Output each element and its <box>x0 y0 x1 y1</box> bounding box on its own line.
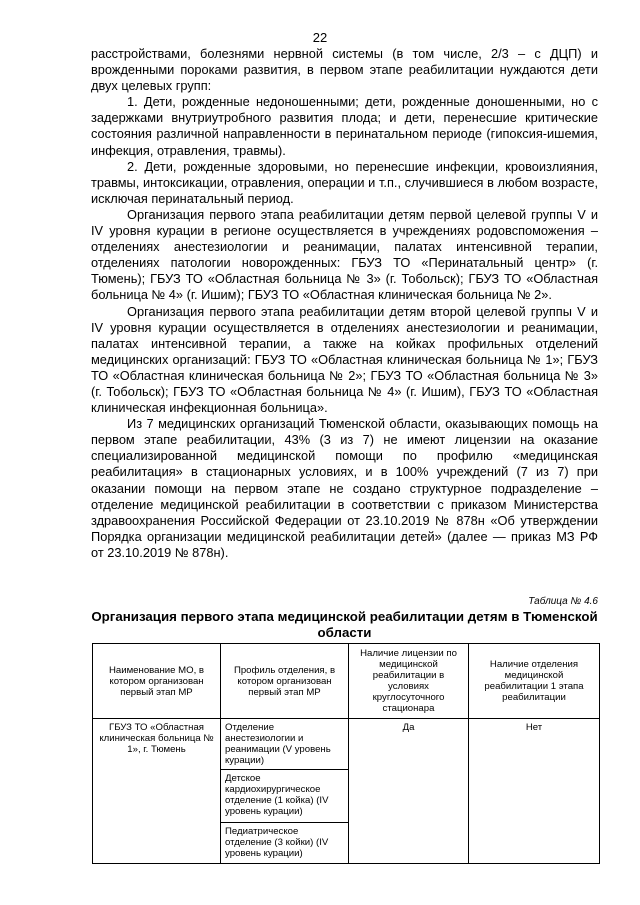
paragraph: Организация первого этапа реабилитации детям второй целевой группы V и IV уровня курации осуществляется в отделениях анестезиологии и реанимации, палатах интенсивной терапии, а также на койках профильных отделений медицинских организаций: ГБУЗ ТО «Областная клиническая больница № 1»; ГБУЗ ТО «Областная клиническая больница № 2»; ГБУЗ ТО «Областная больница № 3» (г. Тобольск); ГБУЗ ТО «Областная больница № 4» (г. Ишим), ГБУЗ ТО «Областная клиническая инфекционная больница». <box>91 303 598 416</box>
cell-mo-name: ГБУЗ ТО «Областная клиническая больница № 1», г. Тюмень <box>93 719 221 864</box>
header-license: Наличие лицензии по медицинской реабилитации в условиях круглосуточного стационара <box>349 644 469 719</box>
cell-profile: Детское кардиохирургическое отделение (1 койка) (IV уровень курации) <box>221 770 349 823</box>
header-department: Наличие отделения медицинской реабилитации 1 этапа реабилитации <box>469 644 600 719</box>
cell-profile: Отделение анестезиологии и реанимации (V уровень курации) <box>221 719 349 770</box>
paragraph: 2. Дети, рожденные здоровыми, но перенесшие инфекции, кровоизлияния, травмы, интоксикации, отравления, операции и т.п., случившиеся в любом возрасте, исключая перинатальный период. <box>91 158 598 206</box>
rehabilitation-table <box>92 643 600 864</box>
cell-department: Нет <box>469 719 600 864</box>
table-header-row <box>93 644 600 719</box>
cell-license: Да <box>349 719 469 864</box>
body-text <box>91 46 598 561</box>
paragraph: 1. Дети, рожденные недоношенными; дети, рожденные доношенными, но с задержками внутриутробного развития плода; и дети, перенесшие критические состояния различной направленности в перинатальном периоде (гипоксия-ишемия, инфекция, отравления, травмы). <box>91 94 598 158</box>
paragraph: Из 7 медицинских организаций Тюменской области, оказывающих помощь на первом этапе реабилитации, 43% (3 из 7) не имеют лицензии на оказание специализированной медицинской помощи по профилю «медицинская реабилитация» в стационарных условиях, и в 100% учреждений (7 из 7) при оказании помощи на первом этапе не создано структурное подразделение – отделение медицинской реабилитации в соответствии с приказом Министерства здравоохранения Российской Федерации от 23.10.2019 № 878н «Об утверждении Порядка организации медицинской реабилитации детей» (далее — приказ МЗ РФ от 23.10.2019 № 878н). <box>91 416 598 560</box>
table-row <box>93 719 600 770</box>
page-number: 22 <box>312 30 328 45</box>
header-profile: Профиль отделения, в котором организован первый этап МР <box>221 644 349 719</box>
cell-profile: Педиатрическое отделение (3 койки) (IV уровень курации) <box>221 823 349 864</box>
header-mo-name: Наименование МО, в котором организован первый этап МР <box>93 644 221 719</box>
paragraph: расстройствами, болезнями нервной системы (в том числе, 2/3 – с ДЦП) и врожденными пороками развития, в первом этапе реабилитации нуждаются дети двух целевых групп: <box>91 46 598 94</box>
paragraph: Организация первого этапа реабилитации детям первой целевой группы V и IV уровня курации в регионе осуществляется в учреждениях родовспоможения – отделениях анестезиологии и реанимации, палатах интенсивной терапии, отделениях патологии новорожденных: ГБУЗ ТО «Перинатальный центр» (г. Тюмень); ГБУЗ ТО «Областная больница № 3» (г. Тобольск); ГБУЗ ТО «Областная больница № 4» (г. Ишим); ГБУЗ ТО «Областная клиническая больница № 2». <box>91 206 598 303</box>
table-title: Организация первого этапа медицинской реабилитации детям в Тюменской области <box>91 609 598 640</box>
table-caption: Таблица № 4.6 <box>528 596 598 607</box>
